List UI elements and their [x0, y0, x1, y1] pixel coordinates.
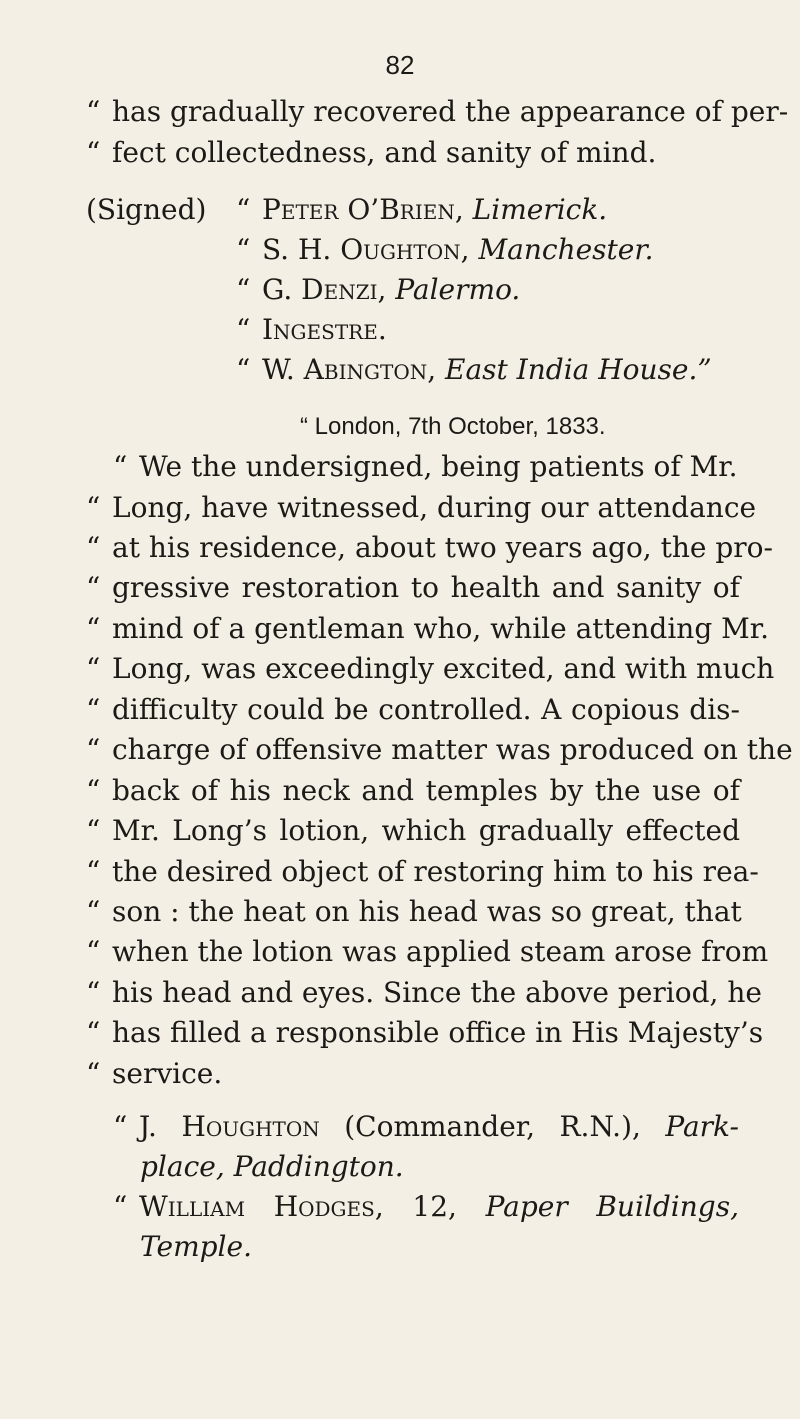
text-line [86, 530, 773, 566]
line-text: has filled a responsible office in His Majesty’s [112, 1016, 764, 1049]
signatory-number: 12, [383, 1190, 457, 1223]
signatory-address: Temple. [140, 1230, 252, 1263]
text-line [86, 570, 740, 606]
text-line [86, 490, 757, 526]
open-quote: “ [86, 95, 101, 128]
signatory-place: East India House.” [445, 353, 712, 386]
open-quote: “ [86, 855, 101, 888]
open-quote: “ [86, 531, 101, 564]
closing-signature-cont [140, 1149, 404, 1185]
text-line [86, 975, 762, 1011]
closing-signature [113, 1109, 739, 1145]
open-quote: “ [86, 895, 101, 928]
open-quote: “ [86, 733, 101, 766]
line-text: charge of offensive matter was produced on the [112, 733, 793, 766]
line-text: his head and eyes. Since the above period, he [112, 976, 762, 1009]
line-text: fect collectedness, and sanity of mind. [112, 136, 657, 169]
line-text: Mr. Long’s lotion, which gradually effected [112, 814, 740, 847]
open-quote: “ [86, 774, 101, 807]
closing-signature [113, 1189, 739, 1225]
signature-line [86, 192, 607, 228]
text-line [86, 651, 775, 687]
text-line [86, 773, 740, 809]
text-line [86, 94, 789, 130]
line-text: mind of a gentleman who, while attending Mr. [112, 612, 770, 645]
line-text: Long, have witnessed, during our attendance [112, 491, 757, 524]
line-text: We the undersigned, being patients of Mr. [139, 450, 738, 483]
signatory-place: Limerick. [472, 193, 608, 226]
signatory-name: J. Houghton [139, 1110, 320, 1143]
line-text: difficulty could be controlled. A copious dis- [112, 693, 740, 726]
text-line [86, 135, 656, 171]
open-quote: “ [86, 1057, 101, 1090]
closing-signature-cont [140, 1229, 252, 1265]
text-line [86, 692, 740, 728]
open-quote: “ [86, 814, 101, 847]
signatory-address: Park- [665, 1110, 739, 1143]
signatory-address: Paper Buildings, [485, 1190, 739, 1223]
open-quote: “ [86, 612, 101, 645]
line-text: son : the heat on his head was so great, that [112, 895, 742, 928]
signature-line [236, 272, 520, 308]
signature-line [236, 232, 654, 268]
signatory-name: Ingestre. [262, 313, 387, 346]
text-line [86, 934, 769, 970]
open-quote: “ [86, 491, 101, 524]
signatory-name: W. Abington, [262, 353, 437, 386]
text-line [86, 1015, 764, 1051]
line-text: at his residence, about two years ago, the pro- [112, 531, 773, 564]
line-text: gressive restoration to health and sanity of [112, 571, 740, 604]
signatory-place: Manchester. [478, 233, 654, 266]
open-quote: “ [86, 1016, 101, 1049]
signed-label: (Signed) [86, 193, 207, 226]
open-quote: “ [236, 193, 251, 226]
open-quote: “ [113, 1110, 128, 1143]
text-line [86, 894, 740, 930]
text-line [113, 449, 738, 485]
open-quote: “ [86, 652, 101, 685]
signature-line [236, 312, 387, 348]
open-quote: “ [113, 450, 128, 483]
signature-line [236, 352, 712, 388]
signatory-address: place, Paddington. [140, 1150, 404, 1183]
open-quote: “ [86, 693, 101, 726]
signatory-name: William Hodges, [139, 1190, 384, 1223]
open-quote: “ [236, 273, 251, 306]
signatory-name: G. Denzi, [262, 273, 387, 306]
open-quote: “ [236, 313, 251, 346]
line-text: service. [112, 1057, 223, 1090]
dateline: “ London, 7th October, 1833. [300, 413, 606, 440]
page-number: 82 [385, 50, 415, 80]
open-quote: “ [86, 136, 101, 169]
open-quote: “ [86, 571, 101, 604]
signatory-name: Peter O’Brien, [262, 193, 464, 226]
text-line [86, 1056, 222, 1092]
signatory-rank: (Commander, R.N.), [319, 1110, 641, 1143]
line-text: when the lotion was applied steam arose from [112, 935, 769, 968]
line-text: has gradually recovered the appearance of per- [112, 95, 789, 128]
text-line [86, 611, 770, 647]
open-quote: “ [236, 353, 251, 386]
open-quote: “ [86, 976, 101, 1009]
line-text: the desired object of restoring him to his rea- [112, 855, 759, 888]
line-text: back of his neck and temples by the use of [112, 774, 740, 807]
open-quote: “ [86, 935, 101, 968]
text-line [86, 854, 759, 890]
text-line [86, 732, 793, 768]
open-quote: “ [113, 1190, 128, 1223]
signatory-name: S. H. Oughton, [262, 233, 470, 266]
line-text: Long, was exceedingly excited, and with much [112, 652, 775, 685]
open-quote: “ [236, 233, 251, 266]
signatory-place: Palermo. [395, 273, 521, 306]
text-line [86, 813, 740, 849]
